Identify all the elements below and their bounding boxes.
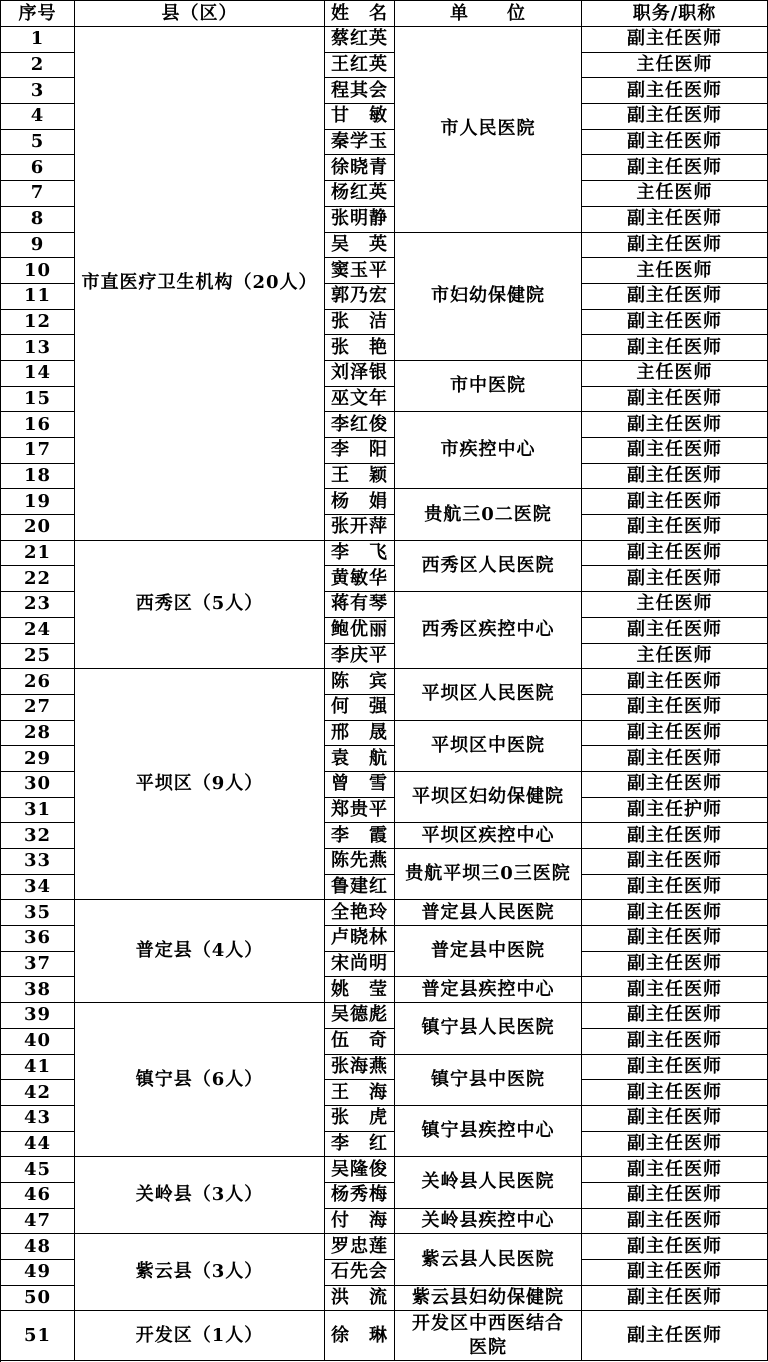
row-number: 50 — [1, 1286, 75, 1312]
name-cell: 杨 娟 — [325, 489, 395, 515]
row-number: 17 — [1, 438, 75, 464]
row-number: 29 — [1, 746, 75, 772]
row-number: 40 — [1, 1029, 75, 1055]
unit-cell: 开发区中西医结合医院 — [395, 1311, 582, 1361]
title-cell: 副主任护师 — [582, 798, 768, 824]
title-cell: 副主任医师 — [582, 618, 768, 644]
name-cell: 陈 宾 — [325, 669, 395, 695]
name-cell: 黄敏华 — [325, 566, 395, 592]
row-number: 14 — [1, 361, 75, 387]
county-cell: 普定县（4人） — [75, 900, 325, 1003]
row-number: 42 — [1, 1080, 75, 1106]
name-cell: 邢 晟 — [325, 721, 395, 747]
name-cell: 李红俊 — [325, 412, 395, 438]
name-cell: 吴 英 — [325, 233, 395, 259]
title-cell: 副主任医师 — [582, 977, 768, 1003]
unit-cell: 镇宁县人民医院 — [395, 1003, 582, 1054]
name-cell: 蒋有琴 — [325, 592, 395, 618]
unit-cell: 贵航三0二医院 — [395, 489, 582, 540]
title-cell: 副主任医师 — [582, 130, 768, 156]
title-cell: 副主任医师 — [582, 155, 768, 181]
row-number: 49 — [1, 1260, 75, 1286]
title-cell: 副主任医师 — [582, 1286, 768, 1312]
row-number: 41 — [1, 1055, 75, 1081]
title-cell: 副主任医师 — [582, 721, 768, 747]
title-cell: 主任医师 — [582, 258, 768, 284]
row-number: 19 — [1, 489, 75, 515]
name-cell: 巫文年 — [325, 387, 395, 413]
title-cell: 副主任医师 — [582, 1157, 768, 1183]
row-number: 24 — [1, 618, 75, 644]
unit-cell: 平坝区疾控中心 — [395, 823, 582, 849]
name-cell: 鲍优丽 — [325, 618, 395, 644]
row-number: 45 — [1, 1157, 75, 1183]
name-cell: 窦玉平 — [325, 258, 395, 284]
row-number: 44 — [1, 1132, 75, 1158]
row-number: 27 — [1, 695, 75, 721]
county-cell: 关岭县（3人） — [75, 1157, 325, 1234]
row-number: 25 — [1, 644, 75, 670]
unit-cell: 市妇幼保健院 — [395, 233, 582, 361]
row-number: 35 — [1, 900, 75, 926]
name-cell: 张 艳 — [325, 335, 395, 361]
name-cell: 刘泽银 — [325, 361, 395, 387]
row-number: 43 — [1, 1106, 75, 1132]
title-cell: 主任医师 — [582, 181, 768, 207]
row-number: 36 — [1, 926, 75, 952]
row-number: 16 — [1, 412, 75, 438]
name-cell: 李庆平 — [325, 644, 395, 670]
name-cell: 吴隆俊 — [325, 1157, 395, 1183]
title-cell: 副主任医师 — [582, 900, 768, 926]
title-cell: 主任医师 — [582, 592, 768, 618]
row-number: 10 — [1, 258, 75, 284]
name-cell: 秦学玉 — [325, 130, 395, 156]
title-cell: 副主任医师 — [582, 1055, 768, 1081]
row-number: 26 — [1, 669, 75, 695]
title-cell: 副主任医师 — [582, 823, 768, 849]
name-cell: 张开萍 — [325, 515, 395, 541]
title-cell: 副主任医师 — [582, 1029, 768, 1055]
name-cell: 郑贵平 — [325, 798, 395, 824]
title-cell: 主任医师 — [582, 53, 768, 79]
row-number: 6 — [1, 155, 75, 181]
name-cell: 蔡红英 — [325, 27, 395, 53]
row-number: 34 — [1, 875, 75, 901]
name-cell: 张 洁 — [325, 310, 395, 336]
name-cell: 李 阳 — [325, 438, 395, 464]
header-county: 县（区） — [75, 1, 325, 27]
name-cell: 伍 奇 — [325, 1029, 395, 1055]
title-cell: 副主任医师 — [582, 1003, 768, 1029]
row-number: 4 — [1, 104, 75, 130]
header-no: 序号 — [1, 1, 75, 27]
name-cell: 付 海 — [325, 1209, 395, 1235]
title-cell: 副主任医师 — [582, 1234, 768, 1260]
name-cell: 石先会 — [325, 1260, 395, 1286]
title-cell: 副主任医师 — [582, 335, 768, 361]
name-cell: 吴德彪 — [325, 1003, 395, 1029]
row-number: 31 — [1, 798, 75, 824]
row-number: 13 — [1, 335, 75, 361]
name-cell: 卢晓林 — [325, 926, 395, 952]
row-number: 3 — [1, 78, 75, 104]
name-cell: 罗忠莲 — [325, 1234, 395, 1260]
name-cell: 李 红 — [325, 1132, 395, 1158]
row-number: 2 — [1, 53, 75, 79]
header-unit: 单 位 — [395, 1, 582, 27]
title-cell: 副主任医师 — [582, 772, 768, 798]
title-cell: 副主任医师 — [582, 566, 768, 592]
row-number: 47 — [1, 1209, 75, 1235]
row-number: 8 — [1, 207, 75, 233]
title-cell: 副主任医师 — [582, 207, 768, 233]
name-cell: 徐晓青 — [325, 155, 395, 181]
title-cell: 副主任医师 — [582, 515, 768, 541]
title-cell: 副主任医师 — [582, 1260, 768, 1286]
title-cell: 副主任医师 — [582, 952, 768, 978]
county-cell: 西秀区（5人） — [75, 541, 325, 669]
title-cell: 副主任医师 — [582, 669, 768, 695]
title-cell: 副主任医师 — [582, 78, 768, 104]
name-cell: 洪 流 — [325, 1286, 395, 1312]
unit-cell: 关岭县疾控中心 — [395, 1209, 582, 1235]
row-number: 23 — [1, 592, 75, 618]
title-cell: 副主任医师 — [582, 1311, 768, 1361]
title-cell: 副主任医师 — [582, 284, 768, 310]
title-cell: 副主任医师 — [582, 1209, 768, 1235]
row-number: 1 — [1, 27, 75, 53]
title-cell: 副主任医师 — [582, 1183, 768, 1209]
title-cell: 副主任医师 — [582, 387, 768, 413]
name-cell: 杨秀梅 — [325, 1183, 395, 1209]
name-cell: 程其会 — [325, 78, 395, 104]
row-number: 46 — [1, 1183, 75, 1209]
title-cell: 副主任医师 — [582, 849, 768, 875]
row-number: 15 — [1, 387, 75, 413]
county-cell: 镇宁县（6人） — [75, 1003, 325, 1157]
unit-cell: 紫云县妇幼保健院 — [395, 1286, 582, 1312]
row-number: 21 — [1, 541, 75, 567]
row-number: 51 — [1, 1311, 75, 1361]
unit-cell: 普定县中医院 — [395, 926, 582, 977]
name-cell: 张 虎 — [325, 1106, 395, 1132]
title-cell: 副主任医师 — [582, 1106, 768, 1132]
row-number: 18 — [1, 464, 75, 490]
row-number: 32 — [1, 823, 75, 849]
row-number: 22 — [1, 566, 75, 592]
name-cell: 甘 敏 — [325, 104, 395, 130]
title-cell: 副主任医师 — [582, 875, 768, 901]
unit-cell: 市人民医院 — [395, 27, 582, 233]
title-cell: 副主任医师 — [582, 926, 768, 952]
title-cell: 副主任医师 — [582, 1132, 768, 1158]
unit-cell: 平坝区妇幼保健院 — [395, 772, 582, 823]
title-cell: 副主任医师 — [582, 1080, 768, 1106]
unit-cell: 普定县疾控中心 — [395, 977, 582, 1003]
title-cell: 副主任医师 — [582, 438, 768, 464]
county-cell: 市直医疗卫生机构（20人） — [75, 27, 325, 541]
row-number: 37 — [1, 952, 75, 978]
row-number: 12 — [1, 310, 75, 336]
title-cell: 副主任医师 — [582, 233, 768, 259]
unit-cell: 紫云县人民医院 — [395, 1234, 582, 1285]
name-cell: 鲁建红 — [325, 875, 395, 901]
name-cell: 曾 雪 — [325, 772, 395, 798]
county-cell: 开发区（1人） — [75, 1311, 325, 1361]
title-cell: 副主任医师 — [582, 104, 768, 130]
name-cell: 张明静 — [325, 207, 395, 233]
name-cell: 何 强 — [325, 695, 395, 721]
unit-cell: 贵航平坝三0三医院 — [395, 849, 582, 900]
title-cell: 副主任医师 — [582, 541, 768, 567]
name-cell: 徐 琳 — [325, 1311, 395, 1361]
unit-cell: 关岭县人民医院 — [395, 1157, 582, 1208]
row-number: 48 — [1, 1234, 75, 1260]
row-number: 20 — [1, 515, 75, 541]
header-title: 职务/职称 — [582, 1, 768, 27]
unit-cell: 镇宁县疾控中心 — [395, 1106, 582, 1157]
unit-cell: 市疾控中心 — [395, 412, 582, 489]
title-cell: 副主任医师 — [582, 27, 768, 53]
name-cell: 郭乃宏 — [325, 284, 395, 310]
unit-cell: 市中医院 — [395, 361, 582, 412]
name-cell: 王红英 — [325, 53, 395, 79]
title-cell: 副主任医师 — [582, 489, 768, 515]
name-cell: 张海燕 — [325, 1055, 395, 1081]
row-number: 11 — [1, 284, 75, 310]
unit-cell: 镇宁县中医院 — [395, 1055, 582, 1106]
name-cell: 李 霞 — [325, 823, 395, 849]
name-cell: 王 海 — [325, 1080, 395, 1106]
title-cell: 副主任医师 — [582, 695, 768, 721]
unit-cell: 平坝区中医院 — [395, 721, 582, 772]
row-number: 38 — [1, 977, 75, 1003]
unit-cell: 西秀区疾控中心 — [395, 592, 582, 669]
row-number: 33 — [1, 849, 75, 875]
row-number: 28 — [1, 721, 75, 747]
name-cell: 李 飞 — [325, 541, 395, 567]
county-cell: 平坝区（9人） — [75, 669, 325, 900]
county-cell: 紫云县（3人） — [75, 1234, 325, 1311]
unit-cell: 普定县人民医院 — [395, 900, 582, 926]
header-name: 姓 名 — [325, 1, 395, 27]
title-cell: 副主任医师 — [582, 464, 768, 490]
name-cell: 袁 航 — [325, 746, 395, 772]
name-cell: 王 颖 — [325, 464, 395, 490]
name-cell: 宋尚明 — [325, 952, 395, 978]
title-cell: 副主任医师 — [582, 310, 768, 336]
name-cell: 姚 莹 — [325, 977, 395, 1003]
row-number: 30 — [1, 772, 75, 798]
row-number: 39 — [1, 1003, 75, 1029]
unit-cell: 西秀区人民医院 — [395, 541, 582, 592]
title-cell: 副主任医师 — [582, 412, 768, 438]
title-cell: 主任医师 — [582, 644, 768, 670]
unit-cell: 平坝区人民医院 — [395, 669, 582, 720]
name-cell: 杨红英 — [325, 181, 395, 207]
title-cell: 主任医师 — [582, 361, 768, 387]
row-number: 5 — [1, 130, 75, 156]
row-number: 7 — [1, 181, 75, 207]
title-cell: 副主任医师 — [582, 746, 768, 772]
row-number: 9 — [1, 233, 75, 259]
name-cell: 陈先燕 — [325, 849, 395, 875]
name-cell: 全艳玲 — [325, 900, 395, 926]
